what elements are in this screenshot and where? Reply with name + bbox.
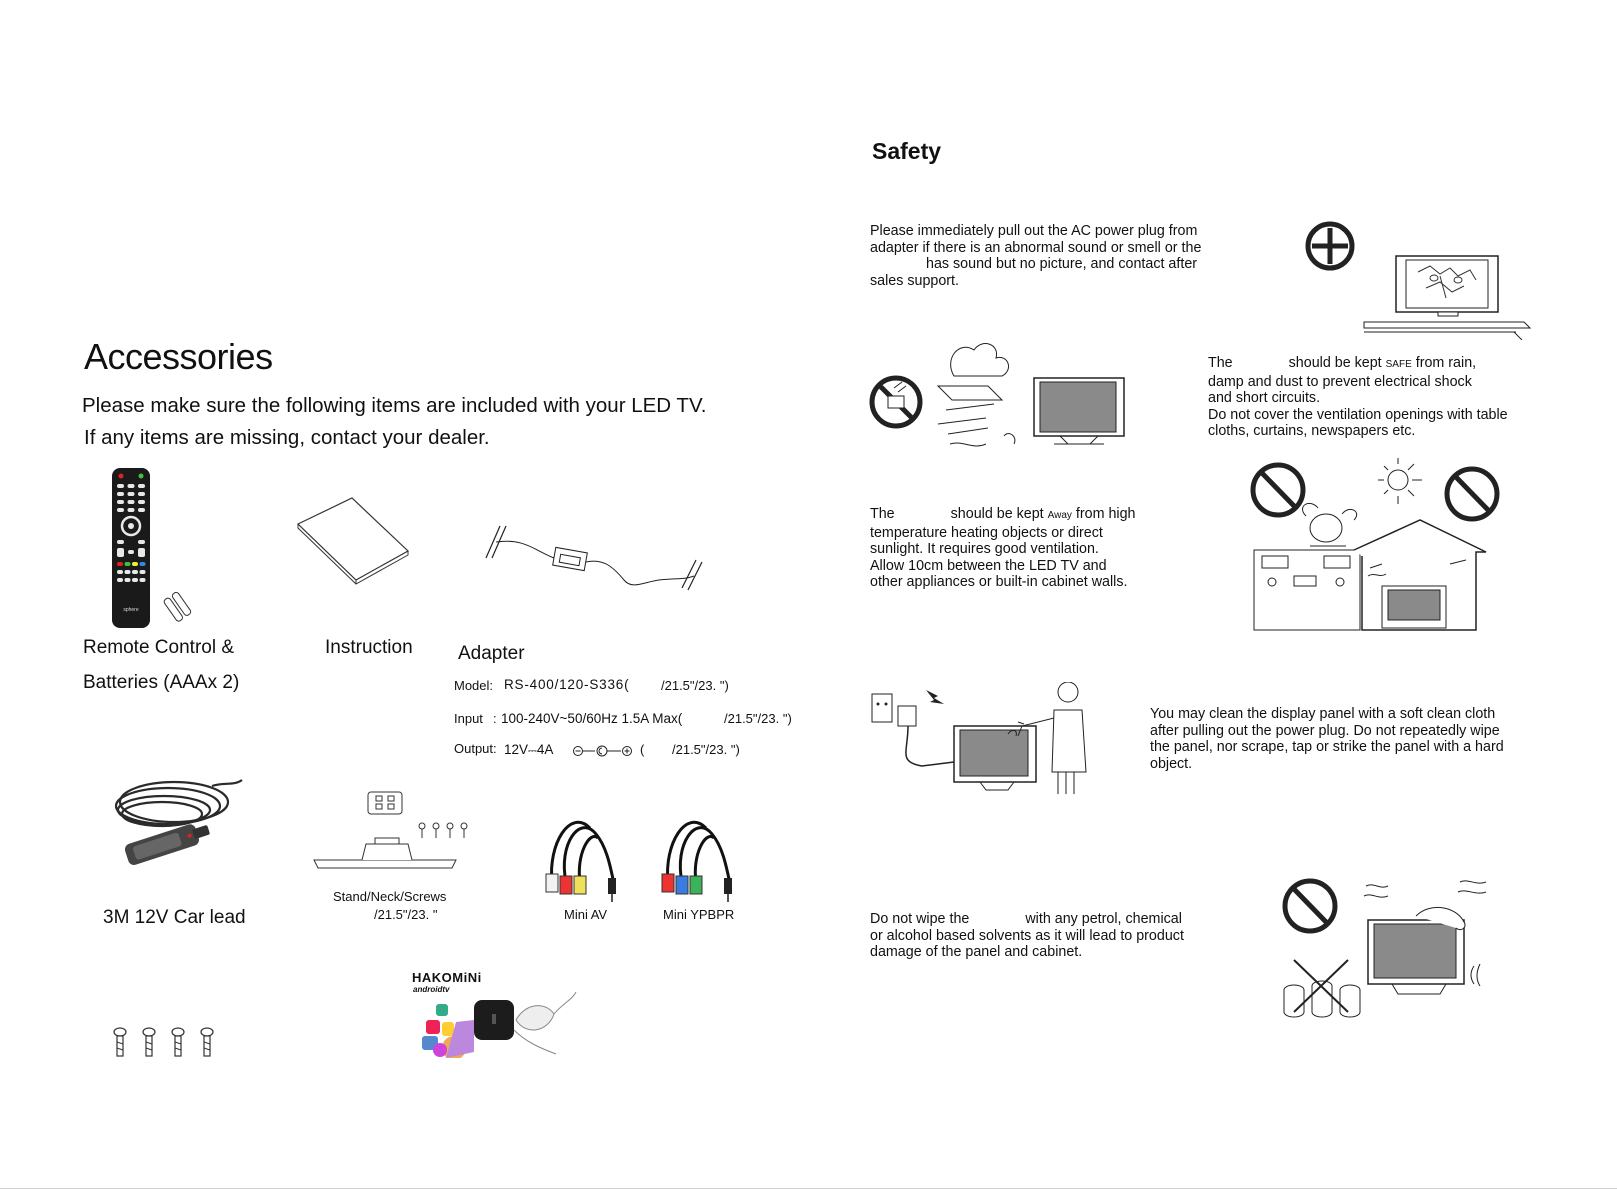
svg-text:sphere: sphere <box>123 607 139 613</box>
mini-ypbpr-label: Mini YPBPR <box>663 907 735 922</box>
hakomini-sub: androidtv <box>413 985 450 994</box>
page-bottom-rule <box>0 1188 1617 1189</box>
safety-item-2-line: and short circuits. <box>1208 390 1321 406</box>
mini-av-cable-image <box>540 804 636 904</box>
safety-item-2-line1 <box>1208 355 1508 374</box>
item3-away: Away <box>1047 510 1072 521</box>
safety-item-2-line: Do not cover the ventilation openings with table <box>1208 406 1508 423</box>
safety-item-2-text <box>1208 355 1508 440</box>
item2-from-rain: from rain, <box>1415 355 1477 371</box>
adapter-output-label: Output: <box>454 741 497 756</box>
stand-size: /21.5"/23. " <box>374 907 438 922</box>
stand-label: Stand/Neck/Screws <box>333 889 447 904</box>
safety-item-1-line: Please immediately pull out the AC power plug from <box>870 223 1198 239</box>
output-current: 4A <box>536 742 554 757</box>
safety-title: Safety <box>872 138 942 164</box>
screws-image <box>112 1026 218 1060</box>
no-solvents-illustration <box>1280 872 1510 1024</box>
remote-control-image <box>108 466 198 632</box>
hakomini-device-image <box>416 992 578 1058</box>
rain-damp-illustration <box>868 340 1130 456</box>
item3-from-high: from high <box>1075 506 1136 522</box>
safety-item-4-line: after pulling out the power plug. Do not repeatedly wipe <box>1150 722 1500 739</box>
safety-item-4-line: the panel, nor scrape, tap or strike the panel with a hard <box>1150 739 1504 755</box>
adapter-output-value <box>504 742 553 758</box>
safety-item-4-line: You may clean the display panel with a soft clean cloth <box>1150 706 1496 722</box>
adapter-label: Adapter <box>458 643 525 664</box>
hakomini-brand: HAKOMiNi <box>412 970 482 985</box>
safety-item-3-line1 <box>870 506 1136 525</box>
instruction-manual-image <box>296 496 411 586</box>
mini-ypbpr-cable-image <box>656 804 752 904</box>
safety-item-4-line: object. <box>1150 755 1193 772</box>
adapter-model-value: RS-400/120-S336( <box>504 677 630 692</box>
safety-item-5-line: damage of the panel and cabinet. <box>870 944 1083 960</box>
safety-item-1-line: has sound but no picture, and contact after <box>926 256 1198 272</box>
safety-item-3-line: other appliances or built-in cabinet walls. <box>870 574 1128 590</box>
safety-item-1-line: adapter if there is an abnormal sound or smell or the <box>870 239 1202 256</box>
safety-item-3-line: sunlight. It requires good ventilation. <box>870 541 1099 557</box>
safety-item-2-line: damp and dust to prevent electrical shock <box>1208 373 1472 390</box>
remote-label-line1: Remote Control & <box>83 637 235 658</box>
accessories-title: Accessories <box>84 336 273 377</box>
remote-label-line2: Batteries (AAAx 2) <box>83 672 240 693</box>
safety-item-3-line: temperature heating objects or direct <box>870 524 1103 541</box>
safety-item-3-text <box>870 506 1136 591</box>
safety-item-5-line: or alcohol based solvents as it will lead to product <box>870 927 1184 944</box>
safety-item-1-line: sales support. <box>870 272 960 289</box>
adapter-output-paren: ( <box>640 742 645 757</box>
safety-item-5-text <box>870 911 1184 961</box>
item5-do-not-wipe: Do not wipe the <box>870 911 970 927</box>
adapter-input-label: Input <box>454 711 483 726</box>
item2-safe: SAFE <box>1385 359 1412 370</box>
polarity-symbol-icon <box>572 745 634 757</box>
safety-item-1-text <box>870 223 1201 289</box>
safety-item-3-line: Allow 10cm between the LED TV and <box>870 557 1107 574</box>
adapter-output-size: /21.5"/23. ") <box>672 742 740 757</box>
adapter-model-label: Model: <box>454 678 494 693</box>
safety-item-5-line1 <box>870 911 1184 928</box>
adapter-image <box>484 518 714 608</box>
dc-symbol-icon: ⎓ <box>528 745 537 757</box>
item2-the: The <box>1208 355 1233 371</box>
accessories-intro-line1: Please make sure the following items are included with your LED TV. <box>82 394 707 417</box>
item3-kept: should be kept <box>950 506 1044 522</box>
adapter-input-size: /21.5"/23. ") <box>724 711 792 726</box>
safety-item-2-line: cloths, curtains, newspapers etc. <box>1208 423 1416 439</box>
heat-sunlight-illustration <box>1250 456 1500 632</box>
car-lead-label: 3M 12V Car lead <box>103 907 246 928</box>
stand-neck-screws-image <box>310 790 480 876</box>
adapter-model-size: /21.5"/23. ") <box>661 678 729 693</box>
cleaning-illustration <box>868 682 1108 800</box>
mini-av-label: Mini AV <box>564 907 608 922</box>
output-voltage: 12V <box>504 742 529 757</box>
adapter-input-value: 100-240V~50/60Hz 1.5A Max( <box>501 711 683 726</box>
item2-kept: should be kept <box>1288 355 1382 371</box>
adapter-input-colon: : <box>493 711 497 726</box>
safety-item-4-text <box>1150 706 1504 772</box>
item3-the: The <box>870 506 895 522</box>
accessories-intro-line2: If any items are missing, contact your dealer. <box>84 426 490 449</box>
car-lead-image <box>104 776 250 880</box>
instruction-label: Instruction <box>325 637 413 658</box>
abnormal-tv-illustration <box>1300 216 1532 340</box>
item5-with-petrol: with any petrol, chemical <box>1025 911 1182 927</box>
